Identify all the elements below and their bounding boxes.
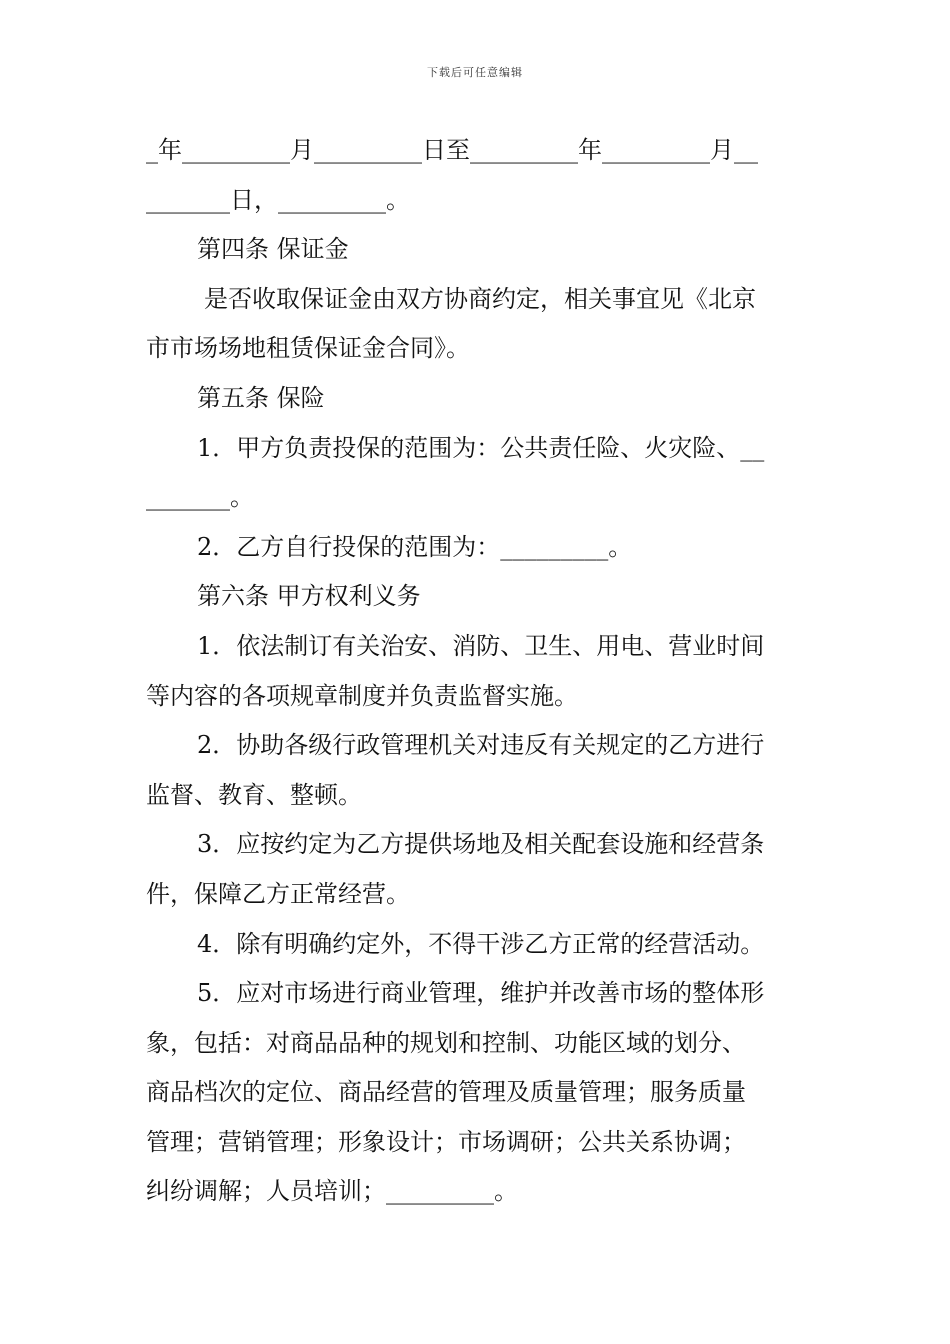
article-6-item-5-line-2: 象，包括：对商品品种的规划和控制、功能区域的划分、 xyxy=(146,1028,746,1057)
article-6-item-3-line-2: 件，保障乙方正常经营。 xyxy=(146,879,410,908)
article-5-item-1-line-1: 1．甲方负责投保的范围为：公共责任险、火灾险、__ xyxy=(197,433,765,462)
article-4-heading: 第四条 保证金 xyxy=(197,235,349,264)
article-6-item-1-line-1: 1．依法制订有关治安、消防、卫生、用电、营业时间 xyxy=(197,631,765,660)
article-6-item-1-line-2: 等内容的各项规章制度并负责监督实施。 xyxy=(146,681,578,710)
date-range-line-2: _______日，_________。 xyxy=(146,185,410,214)
article-5-item-1-line-2: _______。 xyxy=(146,483,254,512)
article-6-item-5-line-5: 纠纷调解；人员培训；_________。 xyxy=(146,1177,518,1206)
article-6-item-5-line-3: 商品档次的定位、商品经营的管理及质量管理；服务质量 xyxy=(146,1078,746,1107)
article-5-heading: 第五条 保险 xyxy=(197,383,325,412)
article-6-item-4: 4．除有明确约定外，不得干涉乙方正常的经营活动。 xyxy=(197,929,765,958)
date-range-line-1: _年_________月_________日至_________年_________月__ xyxy=(146,136,758,164)
page-header: 下载后可任意编辑 xyxy=(427,66,523,79)
article-4-text-line-1: 是否收取保证金由双方协商约定，相关事宜见《北京 xyxy=(204,284,756,313)
article-6-item-2-line-2: 监督、教育、整顿。 xyxy=(146,780,362,809)
article-6-item-3-line-1: 3．应按约定为乙方提供场地及相关配套设施和经营条 xyxy=(197,830,765,859)
article-6-item-5-line-1: 5．应对市场进行商业管理，维护并改善市场的整体形 xyxy=(197,979,765,1008)
article-5-item-2: 2．乙方自行投保的范围为：_________。 xyxy=(197,532,633,561)
article-4-text-line-2: 市市场场地租赁保证金合同》。 xyxy=(146,334,470,363)
article-6-item-5-line-4: 管理；营销管理；形象设计；市场调研；公共关系协调； xyxy=(146,1127,746,1156)
article-6-item-2-line-1: 2．协助各级行政管理机关对违反有关规定的乙方进行 xyxy=(197,731,765,760)
document-body xyxy=(146,126,810,1217)
article-6-heading: 第六条 甲方权利义务 xyxy=(197,582,421,611)
